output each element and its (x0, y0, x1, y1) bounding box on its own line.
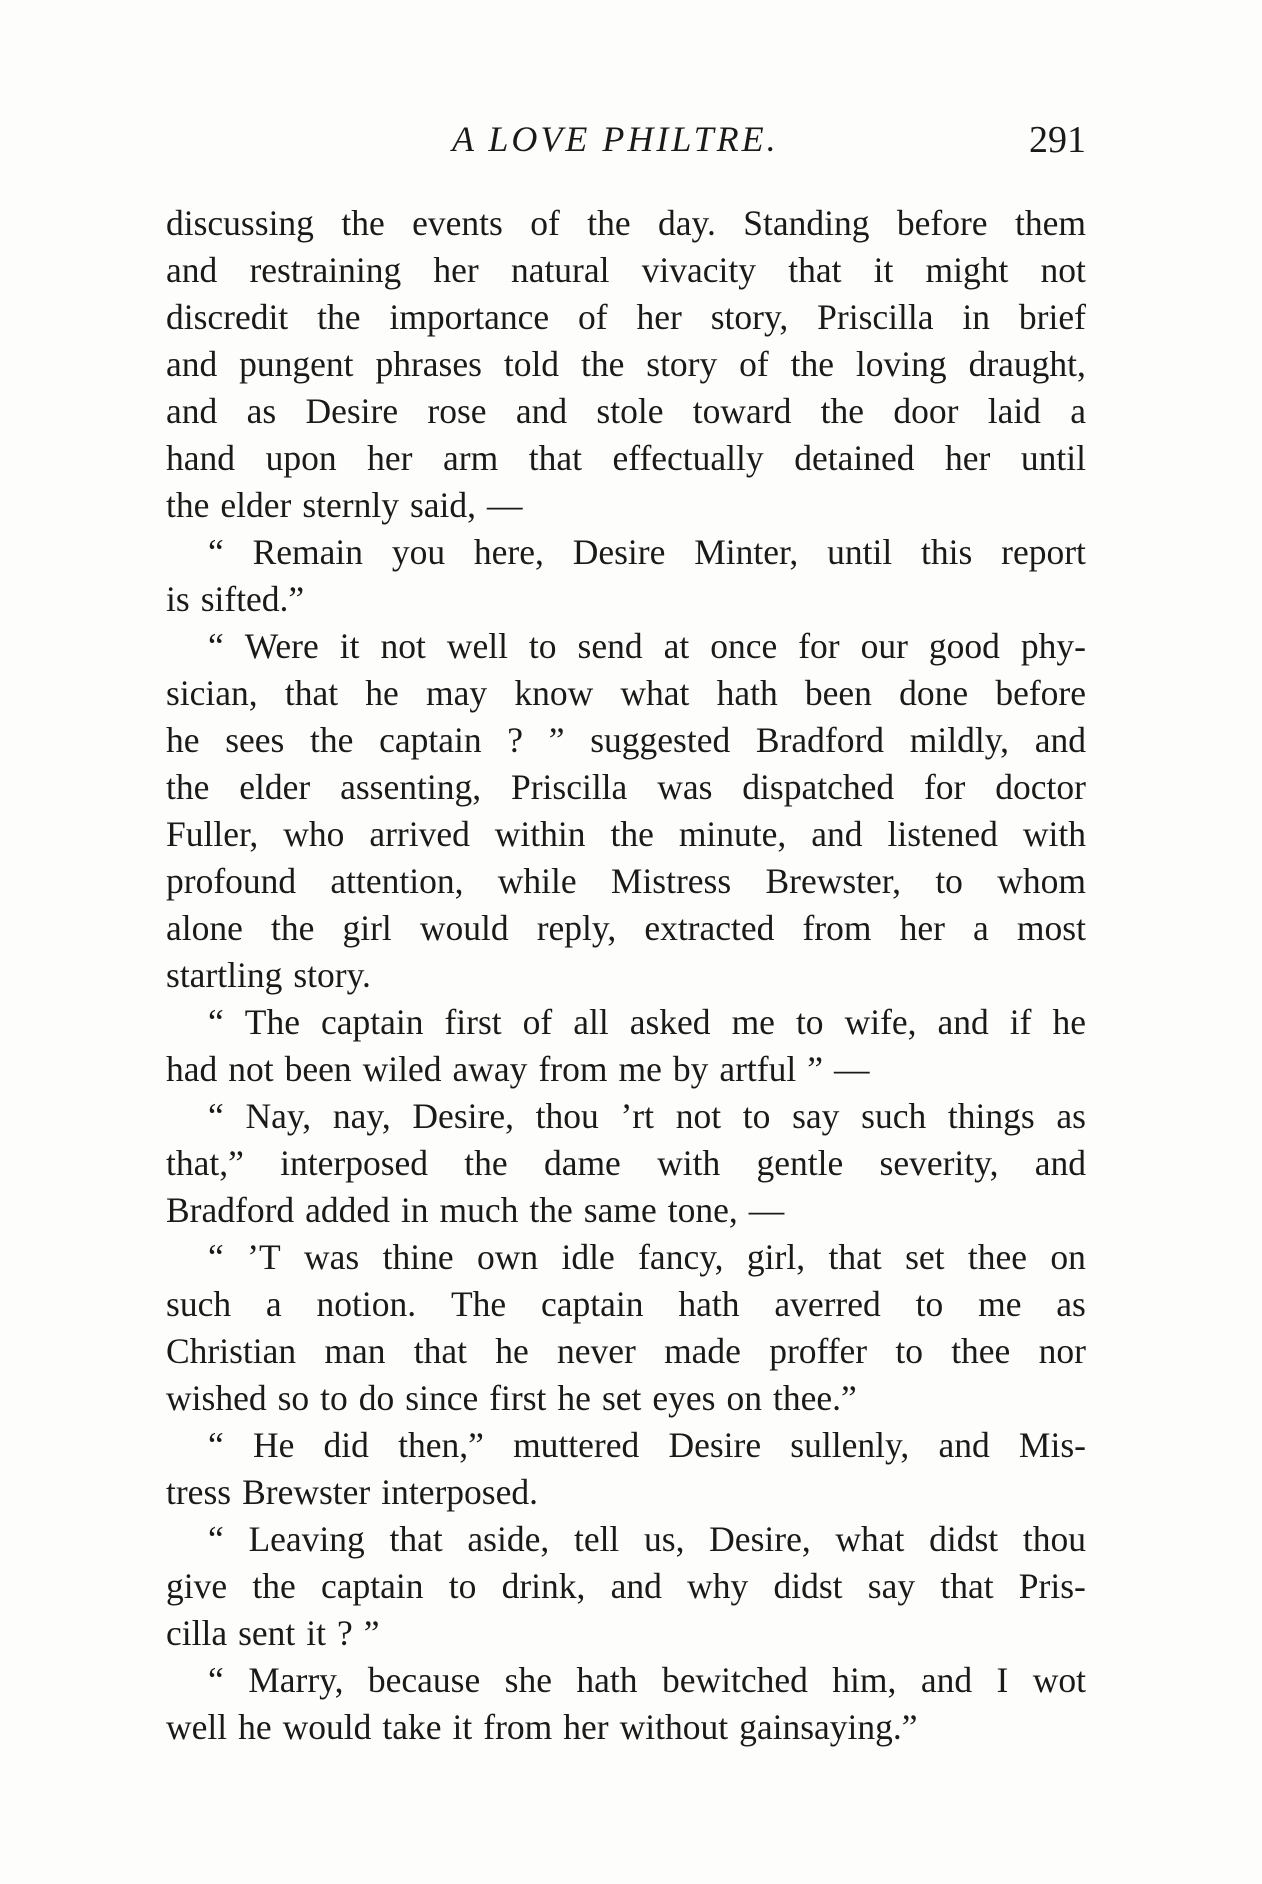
text-line: he sees the captain ? ” suggested Bradford mildly, and (166, 720, 1086, 760)
text-line: “ ’T was thine own idle fancy, girl, that set thee on (208, 1237, 1086, 1277)
text-line: profound attention, while Mistress Brewster, to whom (166, 861, 1086, 901)
text-line: hand upon her arm that effectually detained her until (166, 438, 1086, 478)
text-line: and pungent phrases told the story of the loving draught, (166, 344, 1086, 384)
text-line: discredit the importance of her story, Priscilla in brief (166, 297, 1086, 337)
text-line: Christian man that he never made proffer to thee nor (166, 1331, 1086, 1371)
text-line: well he would take it from her without gainsaying.” (166, 1707, 918, 1747)
text-line: the elder assenting, Priscilla was dispatched for doctor (166, 767, 1086, 807)
text-line: “ Remain you here, Desire Minter, until this report (208, 532, 1086, 572)
text-line: Fuller, who arrived within the minute, and listened with (166, 814, 1086, 854)
text-line: “ He did then,” muttered Desire sullenly, and Mis- (208, 1425, 1086, 1465)
running-title: A LOVE PHILTRE. (452, 119, 779, 159)
text-line: Bradford added in much the same tone, — (166, 1190, 785, 1230)
text-line: had not been wiled away from me by artful ” — (166, 1049, 870, 1089)
text-line: “ Were it not well to send at once for our good phy- (208, 626, 1086, 666)
text-line: sician, that he may know what hath been done before (166, 673, 1086, 713)
text-line: and restraining her natural vivacity that it might not (166, 250, 1086, 290)
text-line: discussing the events of the day. Standing before them (166, 203, 1086, 243)
page-number: 291 (1029, 119, 1086, 161)
text-line: “ The captain first of all asked me to wife, and if he (208, 1002, 1086, 1042)
text-line: and as Desire rose and stole toward the door laid a (166, 391, 1086, 431)
text-line: such a notion. The captain hath averred to me as (166, 1284, 1086, 1324)
running-head (166, 118, 1086, 168)
text-line: wished so to do since first he set eyes on thee.” (166, 1378, 857, 1418)
text-line: that,” interposed the dame with gentle severity, and (166, 1143, 1086, 1183)
text-line: tress Brewster interposed. (166, 1472, 538, 1512)
text-line: is sifted.” (166, 579, 305, 619)
text-line: the elder sternly said, — (166, 485, 523, 525)
body-text (166, 200, 1086, 1751)
text-line: give the captain to drink, and why didst say that Pris- (166, 1566, 1086, 1606)
text-line: alone the girl would reply, extracted from her a most (166, 908, 1086, 948)
text-line: “ Nay, nay, Desire, thou ’rt not to say such things as (208, 1096, 1086, 1136)
text-line: startling story. (166, 955, 371, 995)
text-line: “ Marry, because she hath bewitched him, and I wot (208, 1660, 1086, 1700)
text-line: cilla sent it ? ” (166, 1613, 380, 1653)
text-line: “ Leaving that aside, tell us, Desire, what didst thou (208, 1519, 1086, 1559)
